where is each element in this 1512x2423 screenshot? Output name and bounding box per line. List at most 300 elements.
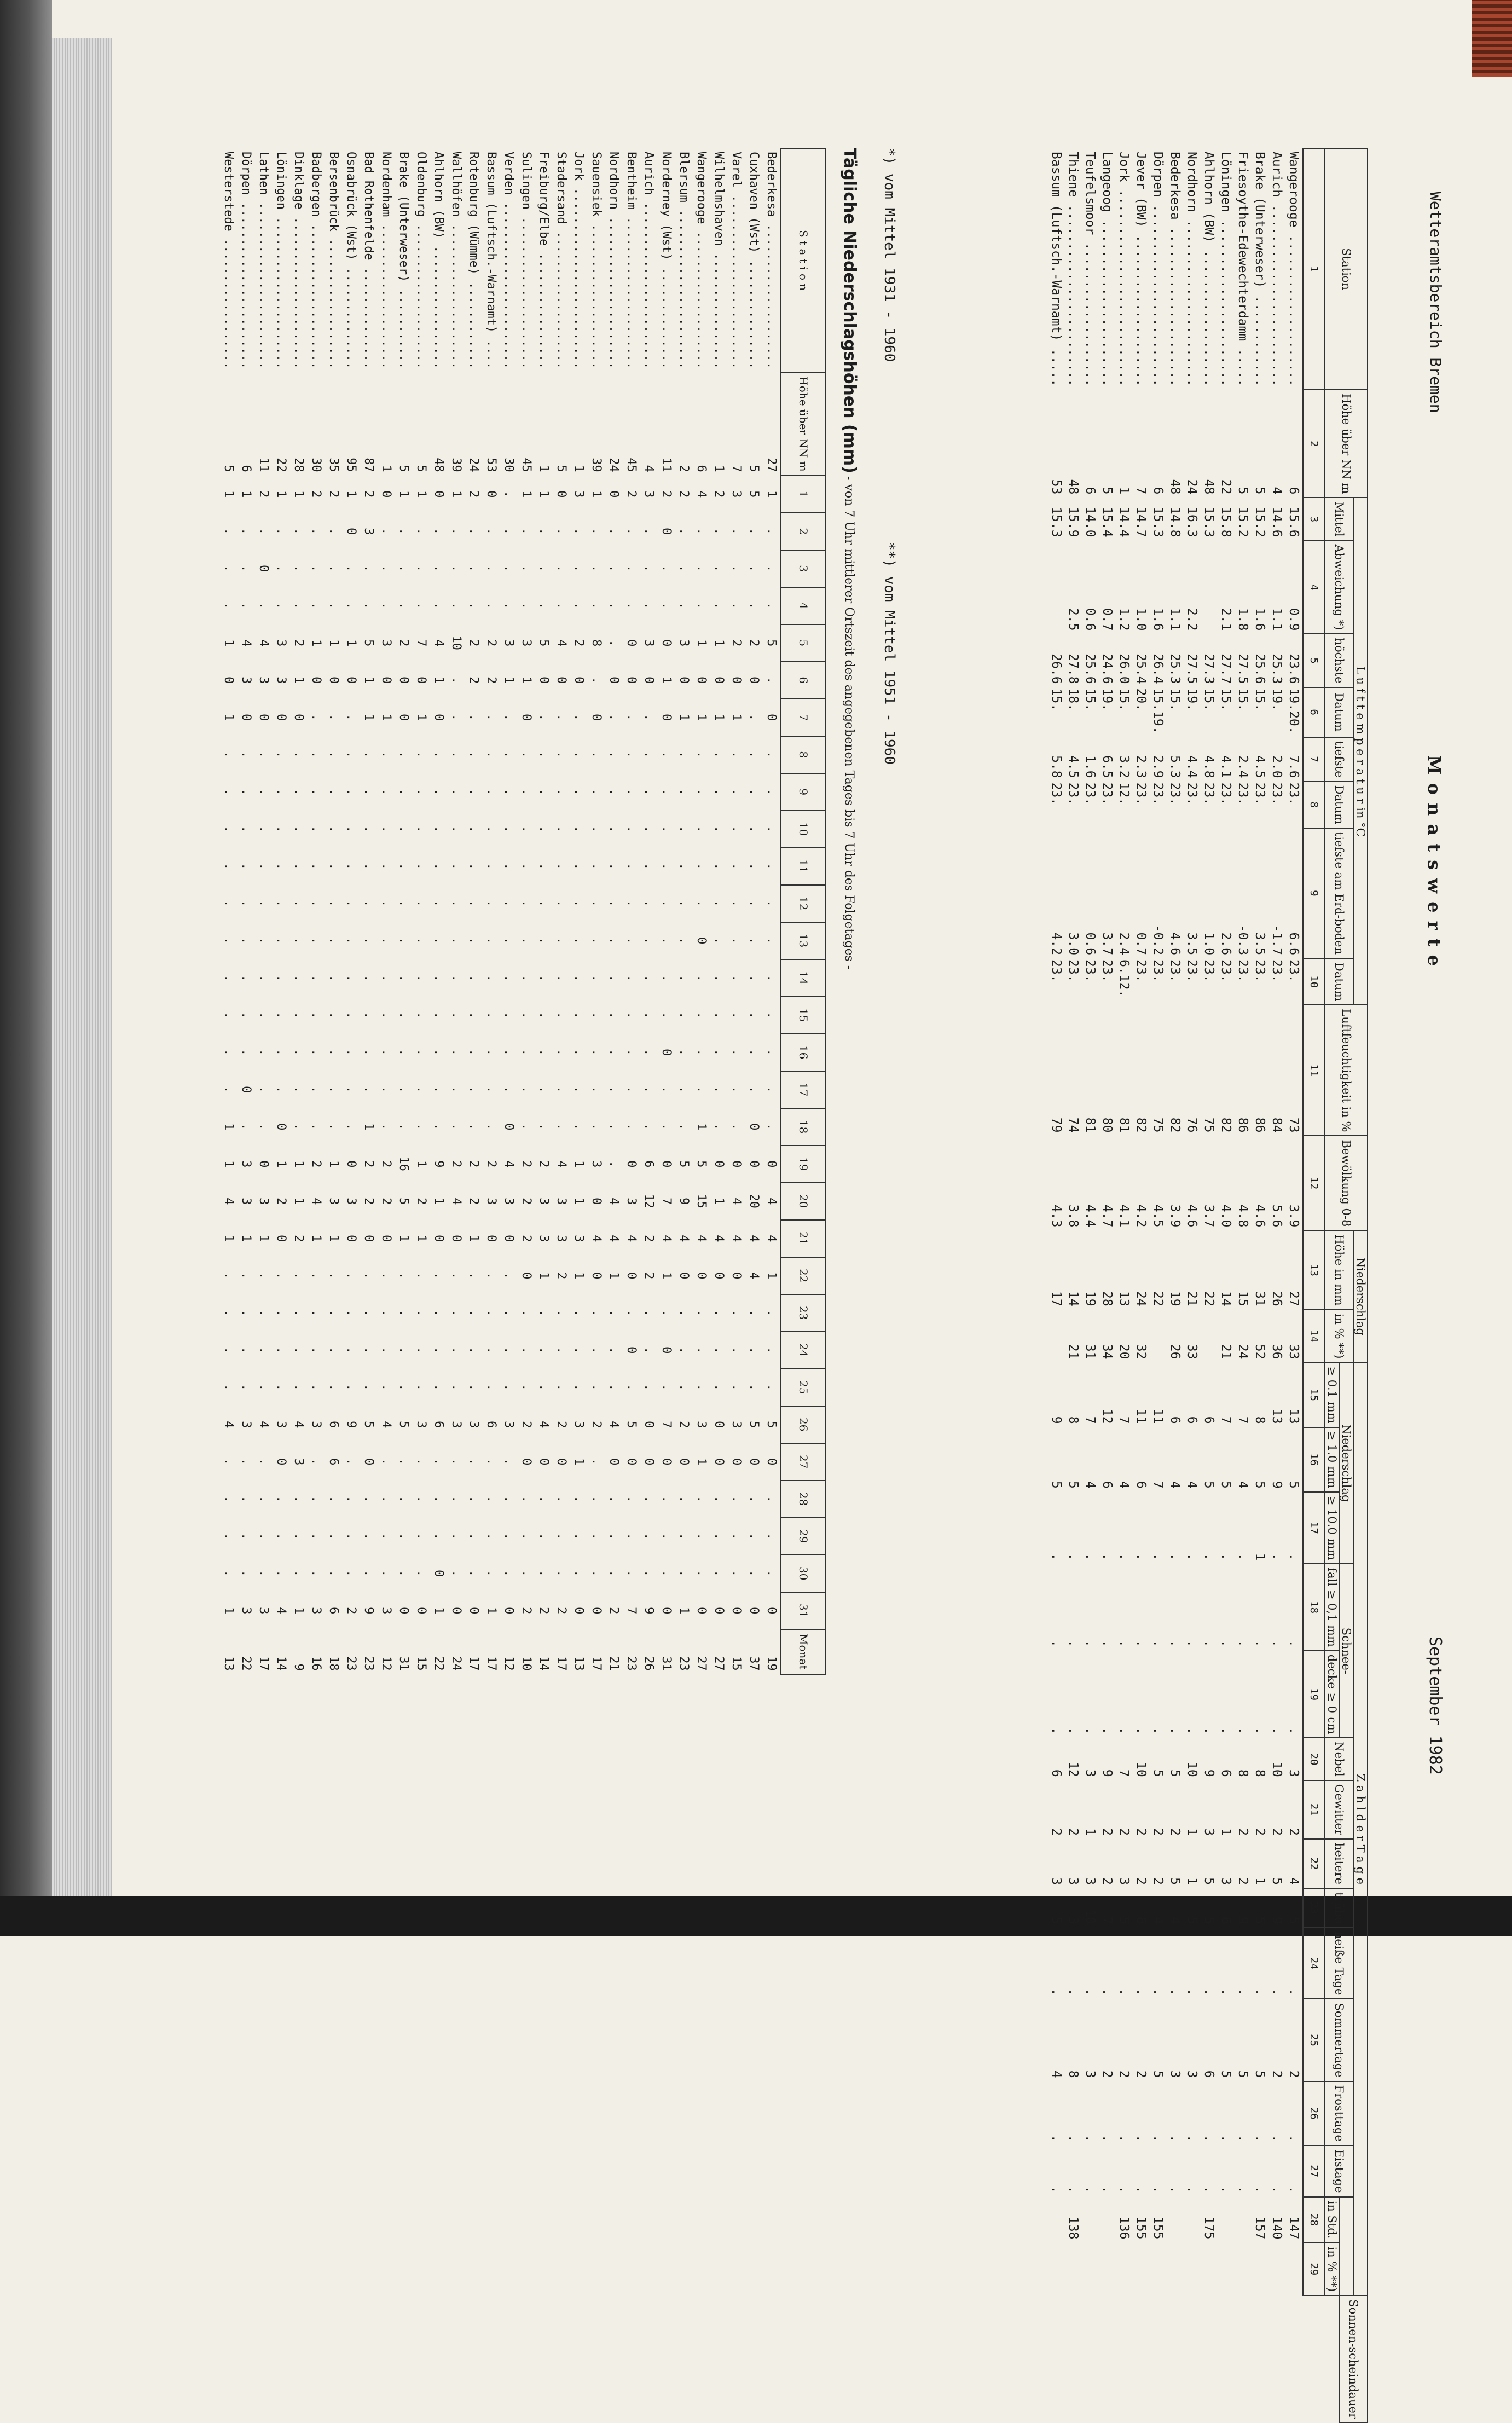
table-cell: . <box>502 1495 516 1503</box>
table-cell: . <box>642 714 656 721</box>
table-cell: 3 <box>694 1421 709 1429</box>
table-cell: 1 <box>274 490 288 498</box>
table-cell: 4 <box>694 1235 709 1242</box>
table-cell: 4.1 <box>1219 755 1233 778</box>
table-cell: 2 <box>554 1272 569 1280</box>
table-cell: . <box>502 788 516 796</box>
table-cell: . <box>694 1495 709 1503</box>
table-cell: . <box>1270 2185 1284 2194</box>
table-cell: 1 <box>537 1272 551 1280</box>
table-cell: 3 <box>1066 1877 1081 1885</box>
table-cell: . <box>729 1049 744 1056</box>
table-cell: . <box>1185 1553 1200 1561</box>
table-cell: . <box>1219 1988 1233 1996</box>
table-cell: 0 <box>589 1607 604 1615</box>
station-name: Bassum (Luftsch.-Warnamt) ..... <box>1049 152 1064 387</box>
table-row <box>1218 148 1235 2422</box>
table-cell: 1.1 <box>1168 608 1183 631</box>
table-cell: . <box>239 1123 253 1131</box>
table-cell: 2 <box>274 1198 288 1205</box>
table-cell: . <box>537 937 551 945</box>
table-cell: . <box>607 751 621 759</box>
table-cell: . <box>554 1309 569 1317</box>
day-header: 15 <box>781 997 826 1034</box>
table-cell: . <box>642 974 656 982</box>
table-cell: 0 <box>414 676 428 684</box>
table-cell: 9 <box>1236 1917 1250 1924</box>
table-cell: 4 <box>274 1607 288 1615</box>
table-cell: 3 <box>537 1198 551 1205</box>
table-cell: 0 <box>764 1160 779 1168</box>
table-row <box>1116 148 1133 2422</box>
station-name: Friesoythe-Edewechterdamm ..... <box>1236 152 1250 387</box>
table-cell: . <box>467 1495 481 1503</box>
column-number: 7 <box>1303 737 1325 782</box>
table-cell: 2 <box>572 639 586 647</box>
table-cell: . <box>502 714 516 721</box>
table-row <box>1099 148 1116 2422</box>
table-cell: 7 <box>1117 1416 1132 1424</box>
table-cell: . <box>484 1458 499 1466</box>
table-cell: 0 <box>659 639 674 647</box>
table-cell: . <box>239 900 253 907</box>
table-cell: . <box>292 1123 306 1131</box>
table-cell: 3 <box>1049 1877 1064 1885</box>
table-cell: 24 <box>449 1656 464 1671</box>
table-cell: 23. <box>1083 959 1098 982</box>
table-cell: 3 <box>572 490 586 498</box>
table-cell: 2 <box>1049 1828 1064 1836</box>
table-row <box>1184 148 1201 2422</box>
table-cell: 7 <box>1219 1416 1233 1424</box>
table-cell: . <box>484 1272 499 1280</box>
table-cell: 6.6 <box>1287 932 1301 956</box>
table-cell: 4 <box>257 1421 271 1429</box>
table-cell: 0 <box>257 1160 271 1168</box>
day-header: 14 <box>781 959 826 997</box>
table-cell: 1.6 <box>1083 755 1098 778</box>
table-cell: 31 <box>1253 1291 1267 1306</box>
table-cell: 3 <box>572 1421 586 1429</box>
station-name: Thiene ........................ <box>1066 152 1081 387</box>
table-cell: . <box>554 1384 569 1391</box>
table-cell: . <box>222 751 236 759</box>
table-cell <box>1150 1310 1167 1363</box>
table-cell: . <box>747 751 761 759</box>
table-cell: 21 <box>1185 1291 1200 1306</box>
table-cell: . <box>414 937 428 945</box>
daily-subtitle: - von 7 Uhr mittlerer Ortszeit des angegebenen Tages bis 7 Uhr des Folgetages - <box>842 476 856 970</box>
table-cell: 27 <box>1287 1291 1301 1306</box>
table-cell: . <box>1134 1727 1149 1735</box>
table-cell: 0 <box>624 1272 639 1280</box>
table-cell: 0 <box>344 1160 358 1168</box>
table-cell: . <box>222 974 236 982</box>
table-cell: 0 <box>659 1049 674 1056</box>
table-cell: . <box>484 1011 499 1019</box>
table-cell: . <box>712 1123 726 1131</box>
table-cell: 5 <box>1049 1481 1064 1489</box>
table-cell: . <box>712 1049 726 1056</box>
table-cell: . <box>537 863 551 870</box>
table-cell: . <box>362 788 376 796</box>
column-number: 28 <box>1303 2197 1325 2243</box>
table-cell: 1 <box>309 1235 323 1242</box>
table-cell: 3 <box>502 1198 516 1205</box>
table-cell: 5 <box>1202 1481 1216 1489</box>
table-cell: . <box>362 1049 376 1056</box>
table-cell: 23. <box>1134 959 1149 982</box>
table-cell: . <box>239 1309 253 1317</box>
table-cell: . <box>274 974 288 982</box>
table-cell: . <box>414 863 428 870</box>
table-cell: . <box>554 1495 569 1503</box>
table-cell: . <box>764 1011 779 1019</box>
table-cell: 4 <box>677 1235 691 1242</box>
table-cell: . <box>397 1495 411 1503</box>
table-cell: 9 <box>1270 1481 1284 1489</box>
table-cell: 13 <box>1270 1408 1284 1424</box>
table-cell: 1 <box>292 490 306 498</box>
table-cell: 11 <box>1134 1408 1149 1424</box>
table-cell: 14 <box>1219 1291 1233 1306</box>
table-cell: 9 <box>677 1198 691 1205</box>
table-cell: . <box>397 528 411 535</box>
table-cell: . <box>484 1533 499 1540</box>
table-cell <box>1099 2197 1116 2243</box>
table-cell: . <box>239 1346 253 1354</box>
station-name: Osnabrück (Wst) .............. <box>344 152 358 369</box>
table-cell: . <box>607 565 621 573</box>
table-cell: . <box>502 937 516 945</box>
table-cell: 4.6 <box>1185 1204 1200 1228</box>
table-cell: . <box>239 751 253 759</box>
table-cell: 48 <box>432 458 446 472</box>
table-cell <box>1201 2242 1218 2295</box>
monthly-table-body <box>1048 148 1303 2422</box>
table-cell: . <box>484 528 499 535</box>
table-cell: . <box>292 1309 306 1317</box>
table-cell: . <box>449 1346 464 1354</box>
table-cell: 1 <box>397 490 411 498</box>
table-cell: 15.3 <box>1049 507 1064 537</box>
table-row <box>745 148 763 1674</box>
table-cell <box>1082 2197 1099 2243</box>
table-cell: 74 <box>1066 1117 1081 1133</box>
table-cell: 23. <box>1287 782 1301 806</box>
table-cell: 3 <box>449 1421 464 1429</box>
station-name: Ahlhorn (BW) ................. <box>432 152 446 369</box>
table-cell: . <box>659 1533 674 1540</box>
table-cell: . <box>764 528 779 535</box>
table-cell: 2 <box>642 1235 656 1242</box>
table-cell: . <box>449 565 464 573</box>
table-cell: 175 <box>1202 2216 1216 2240</box>
table-cell: . <box>712 825 726 833</box>
table-cell: 4.4 <box>1185 755 1200 778</box>
table-cell: . <box>379 974 393 982</box>
table-cell: . <box>607 900 621 907</box>
table-cell: 34 <box>1100 1344 1115 1360</box>
table-cell: . <box>677 1049 691 1056</box>
table-cell: 4 <box>1168 1917 1183 1924</box>
table-cell: 28 <box>292 458 306 472</box>
day-header: 3 <box>781 550 826 587</box>
table-cell: 12 <box>502 1656 516 1671</box>
table-cell: 0 <box>502 1607 516 1615</box>
table-cell: . <box>484 565 499 573</box>
table-cell: 37 <box>747 1656 761 1671</box>
table-cell: 12 <box>1066 1762 1081 1777</box>
table-cell: 1 <box>694 1123 709 1131</box>
table-row <box>570 148 588 1674</box>
table-cell: 1 <box>694 714 709 721</box>
table-cell: . <box>747 825 761 833</box>
table-cell: . <box>344 863 358 870</box>
table-cell: 3 <box>274 1421 288 1429</box>
table-cell: . <box>1049 1553 1064 1561</box>
table-cell: 19. <box>1185 688 1200 712</box>
table-row <box>658 148 675 1674</box>
table-cell: . <box>712 1309 726 1317</box>
col-abweichung: Abweichung *) <box>1325 541 1353 634</box>
table-cell: . <box>274 1495 288 1503</box>
table-cell: 2 <box>1253 1828 1267 1836</box>
station-name: Dinklage ..................... <box>292 152 306 369</box>
table-cell: . <box>747 1346 761 1354</box>
table-cell: . <box>309 1346 323 1354</box>
table-cell: . <box>362 1533 376 1540</box>
table-cell: . <box>537 825 551 833</box>
table-cell: 75 <box>1151 1117 1166 1133</box>
table-cell: . <box>519 974 534 982</box>
table-cell: 1 <box>1253 1877 1267 1885</box>
table-cell: 4.8 <box>1202 755 1216 778</box>
table-cell: . <box>642 1049 656 1056</box>
column-number: 19 <box>1303 1651 1325 1738</box>
table-cell: . <box>309 565 323 573</box>
table-cell: . <box>502 1309 516 1317</box>
table-cell: 1.2 <box>1117 608 1132 631</box>
table-cell: . <box>414 1533 428 1540</box>
table-cell: 1 <box>607 1272 621 1280</box>
table-cell: . <box>747 1309 761 1317</box>
table-cell: . <box>572 714 586 721</box>
table-cell: 2 <box>467 1160 481 1168</box>
table-cell: 5 <box>1253 1917 1267 1924</box>
table-cell: 15.3 <box>1151 507 1166 537</box>
table-cell: 27.3 <box>1202 654 1216 684</box>
table-cell: . <box>362 1495 376 1503</box>
table-cell: . <box>379 1533 393 1540</box>
daily-col-hoehe: Höhe über NN m <box>781 372 826 475</box>
table-cell: 8 <box>589 639 604 647</box>
table-row <box>728 148 745 1674</box>
table-cell: . <box>239 1458 253 1466</box>
section-title: M o n a t s w e r t e <box>1424 755 1445 967</box>
table-cell: . <box>362 900 376 907</box>
table-cell: . <box>484 1346 499 1354</box>
table-cell: 0 <box>379 676 393 684</box>
table-cell: 23 <box>677 1656 691 1671</box>
table-cell: . <box>554 788 569 796</box>
table-cell: . <box>327 528 341 535</box>
table-cell: 0 <box>712 1421 726 1429</box>
table-cell: 48 <box>1168 479 1183 495</box>
table-cell: 5 <box>624 1421 639 1429</box>
table-cell: 0 <box>624 1458 639 1466</box>
table-cell: 24 <box>1185 479 1200 495</box>
table-cell: 5 <box>1253 2070 1267 2078</box>
table-cell: . <box>362 863 376 870</box>
table-cell: . <box>677 1570 691 1577</box>
table-cell: . <box>1185 2135 1200 2142</box>
table-cell: 15.19. <box>1151 688 1166 734</box>
col-eis: Eistage <box>1325 2146 1353 2197</box>
table-cell: . <box>1134 1640 1149 1647</box>
daily-header-row <box>781 148 826 1674</box>
table-cell: . <box>572 528 586 535</box>
table-cell: . <box>397 974 411 982</box>
column-number: 20 <box>1303 1738 1325 1780</box>
table-cell: . <box>677 900 691 907</box>
table-cell: 0 <box>694 1607 709 1615</box>
table-row <box>308 148 325 1674</box>
column-number: 29 <box>1303 2242 1325 2295</box>
table-cell: . <box>327 1011 341 1019</box>
table-cell: 0 <box>257 565 271 573</box>
table-cell: 0.6 <box>1083 932 1098 956</box>
table-cell: . <box>1151 1553 1166 1561</box>
table-cell: 23. <box>1168 959 1183 982</box>
table-cell: 39 <box>589 458 604 472</box>
table-cell: . <box>432 602 446 610</box>
table-cell: 73 <box>1287 1117 1301 1133</box>
table-cell: 0 <box>624 1160 639 1168</box>
table-cell: . <box>764 788 779 796</box>
table-cell: . <box>729 1309 744 1317</box>
table-cell: 7 <box>1151 1481 1166 1489</box>
table-cell: . <box>1270 1727 1284 1735</box>
table-cell: . <box>222 788 236 796</box>
table-cell: . <box>257 863 271 870</box>
table-cell: . <box>414 900 428 907</box>
table-cell: 80 <box>1100 1117 1115 1133</box>
table-cell: . <box>467 1086 481 1094</box>
table-cell: 1 <box>764 1272 779 1280</box>
table-cell: 4 <box>502 1160 516 1168</box>
table-cell: 0 <box>607 490 621 498</box>
table-row <box>273 148 290 1674</box>
table-cell: 4 <box>1270 487 1284 495</box>
table-cell: . <box>607 825 621 833</box>
table-cell: 1 <box>327 1235 341 1242</box>
table-cell <box>1099 2242 1116 2295</box>
table-cell: 5 <box>764 1421 779 1429</box>
table-cell: . <box>607 937 621 945</box>
table-cell: . <box>449 1309 464 1317</box>
table-row <box>1201 148 1218 2422</box>
table-cell: 0 <box>624 1346 639 1354</box>
table-cell: 0 <box>554 676 569 684</box>
table-cell: 23. <box>1049 782 1064 806</box>
table-cell: 1 <box>1185 1877 1200 1885</box>
table-cell: 4 <box>694 490 709 498</box>
table-cell: . <box>449 528 464 535</box>
table-cell: . <box>344 1049 358 1056</box>
table-cell: . <box>414 565 428 573</box>
table-cell: . <box>1168 1553 1183 1561</box>
table-cell: 1 <box>257 1235 271 1242</box>
station-name: Brake (Unterweser) ............ <box>1253 152 1267 387</box>
column-number: 22 <box>1303 1839 1325 1888</box>
table-cell: . <box>607 1346 621 1354</box>
table-cell: . <box>537 1011 551 1019</box>
table-cell: 0 <box>712 1160 726 1168</box>
table-cell: 5 <box>362 1421 376 1429</box>
table-cell: . <box>1253 1988 1267 1996</box>
table-cell: . <box>222 1309 236 1317</box>
table-cell: . <box>274 863 288 870</box>
table-cell: . <box>449 1272 464 1280</box>
table-cell: 0 <box>309 676 323 684</box>
column-number: 17 <box>1303 1492 1325 1564</box>
table-cell: . <box>1185 1640 1200 1647</box>
table-cell: 3 <box>1066 1917 1081 1924</box>
table-cell: . <box>292 788 306 796</box>
col-sproz: in % **) <box>1325 2242 1339 2295</box>
table-cell: . <box>519 1533 534 1540</box>
station-name: Nordenham .................... <box>379 152 393 369</box>
table-cell: 0 <box>327 676 341 684</box>
table-cell: 15 <box>1236 1291 1250 1306</box>
group-zahl: Z a h l d e r T a g e <box>1353 1362 1368 2295</box>
table-cell: 2 <box>292 639 306 647</box>
table-cell: . <box>607 863 621 870</box>
table-cell: 0 <box>537 676 551 684</box>
column-number: 27 <box>1303 2146 1325 2197</box>
table-cell: 1 <box>432 1198 446 1205</box>
table-cell: 1 <box>414 1160 428 1168</box>
table-cell: 4 <box>1236 1481 1250 1489</box>
table-cell: 5 <box>414 465 428 472</box>
table-cell: 0 <box>274 1235 288 1242</box>
table-cell: . <box>379 825 393 833</box>
table-cell: 4.4 <box>1083 1204 1098 1228</box>
table-cell: . <box>677 1495 691 1503</box>
table-cell: . <box>572 1086 586 1094</box>
table-cell: 4.0 <box>1219 1204 1233 1228</box>
table-cell: 3 <box>1202 1828 1216 1836</box>
table-cell: 2 <box>1100 1877 1115 1885</box>
table-cell: 2 <box>1134 2070 1149 2078</box>
table-cell: . <box>554 1533 569 1540</box>
table-cell: 1 <box>484 1607 499 1615</box>
table-cell: . <box>502 1458 516 1466</box>
table-cell: . <box>1117 1727 1132 1735</box>
table-cell: 10 <box>1185 1762 1200 1777</box>
table-cell: . <box>642 1570 656 1577</box>
table-cell: . <box>572 937 586 945</box>
table-cell: 26 <box>1168 1344 1183 1360</box>
table-cell: 2 <box>1100 2070 1115 2078</box>
table-cell: . <box>379 937 393 945</box>
table-cell: 5 <box>1049 1917 1064 1924</box>
table-cell: 7 <box>414 639 428 647</box>
table-cell: 3 <box>624 1198 639 1205</box>
col-nebel: Nebel <box>1325 1738 1353 1780</box>
daily-table-body <box>220 148 781 1674</box>
